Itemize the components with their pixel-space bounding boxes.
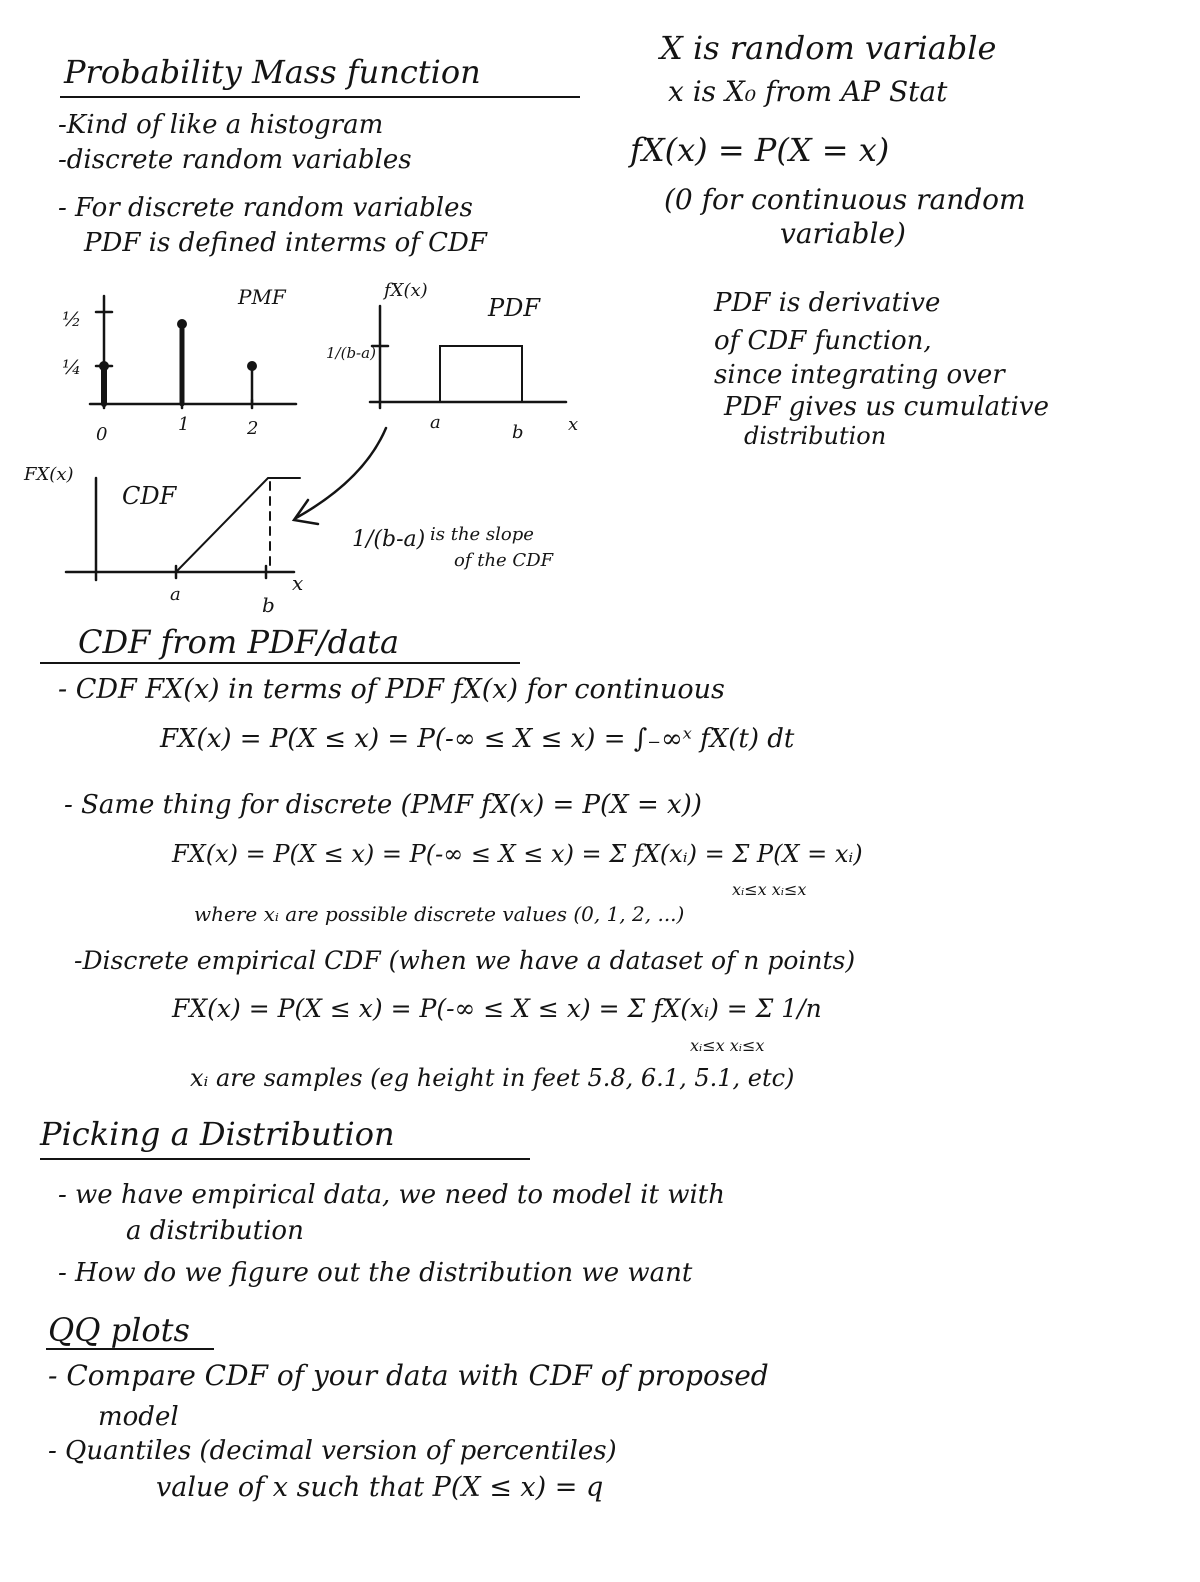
- pdf-note-1: PDF is derivative: [714, 288, 941, 318]
- cdf-line-5: where xᵢ are possible discrete values (0, 1, 2, ...): [194, 902, 685, 926]
- pdf-title: PDF: [488, 294, 541, 322]
- pmf-bullet-2: -discrete random variables: [58, 145, 412, 175]
- pmf-point-0: [99, 361, 109, 371]
- qq-heading: QQ plots: [48, 1311, 190, 1349]
- slope-fraction: 1/(b-a): [352, 527, 426, 552]
- pmf-title: PMF: [238, 285, 286, 309]
- qq-underline: [46, 1348, 214, 1350]
- pdf-plot: [326, 280, 578, 443]
- picking-line-3: - How do we figure out the distribution we want: [58, 1258, 693, 1288]
- cdf-section-underline: [40, 662, 520, 664]
- pdf-curve: [380, 346, 560, 402]
- cdf-line-4-sub: xᵢ≤x xᵢ≤x: [732, 880, 807, 899]
- cdf-line-2: FX(x) = P(X ≤ x) = P(-∞ ≤ X ≤ x) = ∫₋∞ˣ fX(t) dt: [160, 724, 795, 754]
- picking-line-2: a distribution: [126, 1216, 304, 1246]
- picking-underline: [40, 1158, 530, 1160]
- qq-line-4: value of x such that P(X ≤ x) = q: [156, 1472, 604, 1503]
- cdf-section-heading: CDF from PDF/data: [78, 623, 400, 661]
- cdf-title: CDF: [122, 482, 177, 510]
- cdf-line-4: FX(x) = P(X ≤ x) = P(-∞ ≤ X ≤ x) = Σ fX(xᵢ) = Σ P(X = xᵢ): [172, 840, 863, 868]
- pdf-note-4: PDF gives us cumulative: [724, 392, 1049, 422]
- qq-line-3: - Quantiles (decimal version of percentiles): [48, 1436, 617, 1466]
- cdf-line-8: xᵢ are samples (eg height in feet 5.8, 6.1, 5.1, etc): [190, 1064, 795, 1092]
- cdf-line-6: -Discrete empirical CDF (when we have a dataset of n points): [74, 946, 856, 975]
- pmf-point-2: [247, 361, 257, 371]
- qq-line-1: - Compare CDF of your data with CDF of proposed: [48, 1359, 769, 1392]
- cdf-tick-x: x: [292, 571, 304, 595]
- picking-heading: Picking a Distribution: [40, 1115, 395, 1153]
- slope-note-2: of the CDF: [454, 550, 554, 571]
- cdf-tick-a: a: [170, 584, 181, 605]
- pmf-bullet-1: -Kind of like a histogram: [58, 110, 384, 140]
- pdf-note-2: of CDF function,: [714, 326, 932, 356]
- pdf-y-value: 1/(b-a): [326, 344, 376, 362]
- slope-note-1: is the slope: [430, 524, 534, 545]
- notation-line-2: x is X₀ from AP Stat: [668, 75, 948, 108]
- pmf-plot: [62, 285, 296, 445]
- cdf-line-1: - CDF FX(x) in terms of PDF fX(x) for continuous: [58, 674, 725, 705]
- notation-note-1: (0 for continuous random: [664, 183, 1026, 216]
- pdf-tick-b: b: [512, 422, 524, 443]
- pmf-y-label-half: ½: [62, 307, 82, 331]
- cdf-plot: [23, 464, 303, 617]
- cdf-line-7-sub: xᵢ≤x xᵢ≤x: [690, 1036, 765, 1055]
- notation-line-1: X is random variable: [660, 29, 997, 67]
- cdf-tick-b: b: [262, 593, 275, 617]
- cdf-line-3: - Same thing for discrete (PMF fX(x) = P(X = x)): [64, 790, 702, 820]
- pmf-point-1: [177, 319, 187, 329]
- pmf-heading: Probability Mass function: [64, 53, 481, 91]
- pmf-y-label-quarter: ¼: [62, 355, 82, 379]
- pdf-note-5: distribution: [744, 422, 887, 450]
- pmf-tick-1: 1: [178, 414, 190, 435]
- pmf-tick-2: 2: [247, 418, 259, 439]
- pmf-bullet-4: PDF is defined interms of CDF: [84, 228, 487, 258]
- pdf-note-3: since integrating over: [714, 360, 1005, 390]
- pmf-bullet-3: - For discrete random variables: [58, 193, 473, 223]
- cdf-y-label: FX(x): [24, 464, 74, 485]
- pdf-tick-x: x: [568, 414, 579, 435]
- cdf-line-7: FX(x) = P(X ≤ x) = P(-∞ ≤ X ≤ x) = Σ fX(xᵢ) = Σ 1/n: [172, 994, 822, 1023]
- notation-note-2: variable): [780, 217, 906, 250]
- qq-line-2: model: [98, 1402, 179, 1432]
- notation-formula: fX(x) = P(X = x): [630, 131, 890, 169]
- picking-line-1: - we have empirical data, we need to model it with: [58, 1180, 725, 1210]
- pdf-y-label: fX(x): [384, 280, 428, 301]
- pdf-to-cdf-arrow: [296, 428, 386, 518]
- pdf-tick-a: a: [430, 412, 441, 433]
- pmf-tick-0: 0: [96, 424, 108, 445]
